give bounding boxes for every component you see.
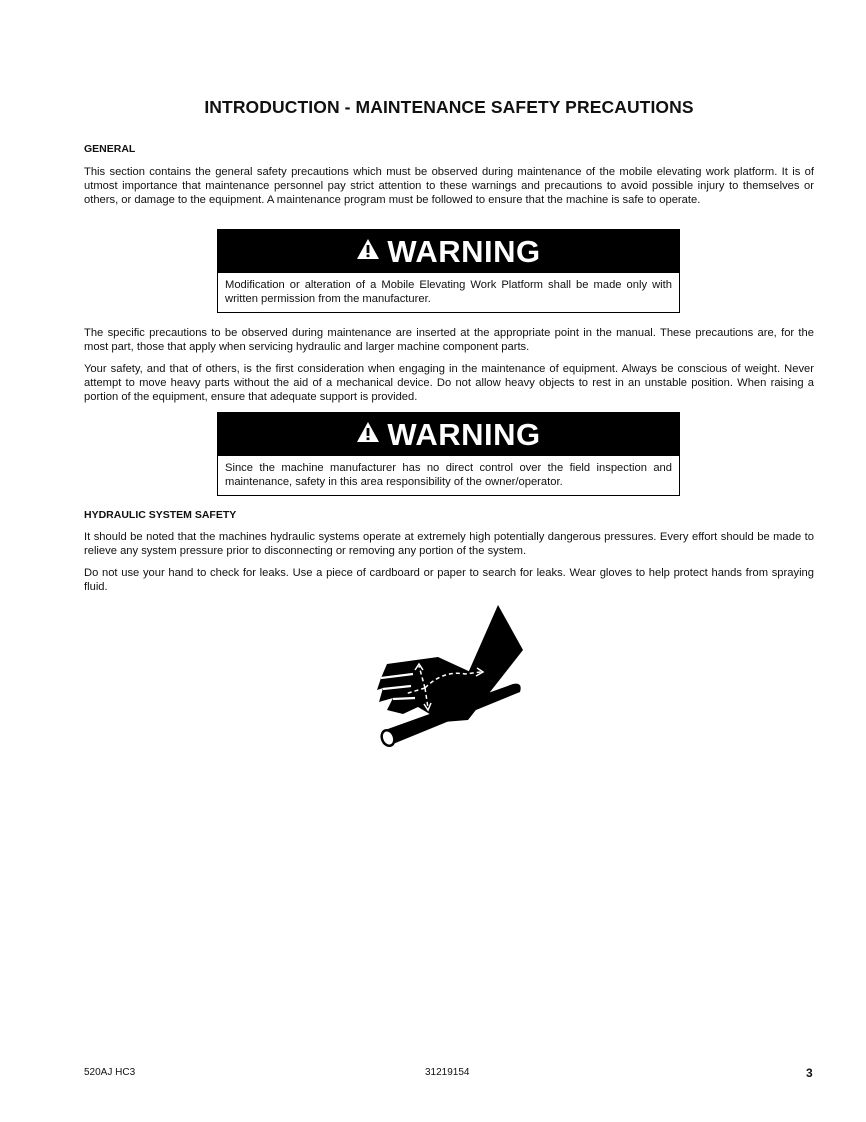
warning-text: Modification or alteration of a Mobile Elevating Work Platform shall be made only with written permission from the manufacturer. (225, 279, 672, 305)
warning-triangle-icon (356, 421, 387, 448)
page-title: INTRODUCTION - MAINTENANCE SAFETY PRECAUTIONS (204, 97, 694, 117)
warning-text: Since the machine manufacturer has no direct control over the field inspection and maintenance, safety in this area responsibility of the owner/operator. (225, 462, 672, 488)
specific-precautions-paragraph: The specific precautions to be observed during maintenance are inserted at the appropriate point in the manual. These precautions are, for the most part, those that apply when servicing hydraulic and larger machine component parts. (84, 327, 814, 353)
warning-triangle-icon (356, 238, 387, 265)
warning-title: WARNING (387, 416, 541, 452)
warning-header (218, 230, 679, 273)
warning-box-owner-responsibility (217, 412, 680, 496)
hand-injection-hazard-icon (373, 602, 528, 752)
warning-box-modification (217, 229, 680, 313)
warning-header (218, 413, 679, 456)
hydraulic-paragraph-1: It should be noted that the machines hydraulic systems operate at extremely high potentially dangerous pressures. Every effort should be made to relieve any system pressure prior to disconnecting or removing any portion of the system. (84, 531, 814, 557)
general-paragraph: This section contains the general safety precautions which must be observed during maintenance of the mobile elevating work platform. It is of utmost importance that maintenance personnel pay strict attention to these warnings and precautions to avoid possible injury to themselves or others, or damage to the equipment. A maintenance program must be followed to ensure that the machine is safe to operate. (84, 166, 814, 206)
footer-model: 520AJ HC3 (84, 1067, 136, 1078)
hydraulic-heading: HYDRAULIC SYSTEM SAFETY (84, 509, 237, 521)
footer-page-number: 3 (806, 1066, 813, 1080)
hydraulic-paragraph-2: Do not use your hand to check for leaks. Use a piece of cardboard or paper to search for leaks. Wear gloves to help protect hands from spraying fluid. (84, 567, 814, 593)
warning-title: WARNING (387, 233, 541, 269)
your-safety-paragraph: Your safety, and that of others, is the first consideration when engaging in the maintenance of equipment. Always be conscious of weight. Never attempt to move heavy parts without the aid of a mechanical device. Do not allow heavy objects to rest in an unstable position. When raising a portion of the equipment, ensure that adequate support is provided. (84, 363, 814, 403)
footer-part-number: 31219154 (425, 1067, 470, 1078)
general-heading: GENERAL (84, 143, 136, 155)
